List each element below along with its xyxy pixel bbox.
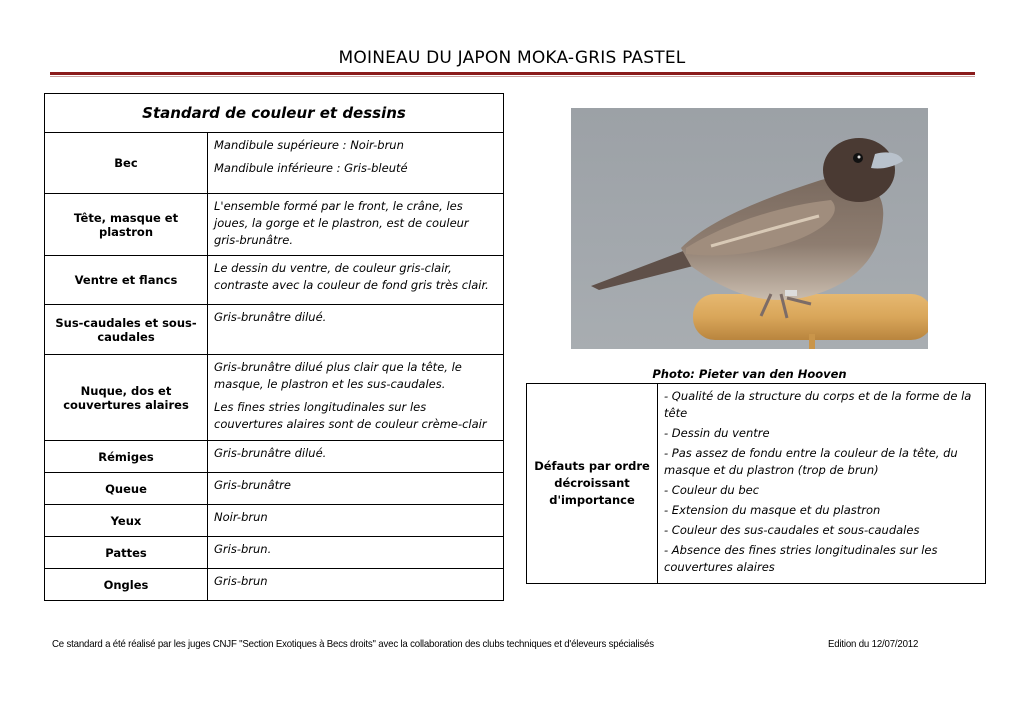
table-row [45, 133, 504, 194]
list-item: - Couleur des sus-caudales et sous-caudales [664, 523, 920, 537]
row-value [208, 473, 504, 505]
value-line: Gris-brun. [214, 542, 272, 556]
row-label: Sus-caudales et sous-caudales [45, 305, 208, 355]
tail [591, 248, 701, 290]
value-line: Gris-brunâtre dilué plus clair que la tête, le masque, le plastron et les sus-caudales. [214, 360, 462, 391]
list-item: - Couleur du bec [664, 483, 760, 497]
table-row [45, 194, 504, 256]
row-label: Rémiges [45, 441, 208, 473]
bird-illustration [571, 108, 928, 349]
list-item: - Dessin du ventre [664, 426, 770, 440]
defects-table [526, 383, 986, 584]
table-row [45, 305, 504, 355]
bird-head [823, 138, 895, 202]
table-row [45, 505, 504, 537]
value-line: Gris-brunâtre [214, 478, 291, 492]
footer-note: Ce standard a été réalisé par les juges CNJF "Section Exotiques à Becs droits" avec la collaboration des clubs techniques et d'éleveurs spécialisés [52, 638, 654, 650]
value-line: L'ensemble formé par le front, le crâne, les joues, la gorge et le plastron, est de couleur gris-brunâtre. [214, 199, 469, 247]
value-line: Les fines stries longitudinales sur les couvertures alaires sont de couleur crème-clair [214, 400, 487, 431]
row-label: Nuque, dos et couvertures alaires [45, 355, 208, 441]
defects-list [658, 384, 986, 584]
row-value [208, 133, 504, 194]
row-label: Queue [45, 473, 208, 505]
value-line: Le dessin du ventre, de couleur gris-clair, contraste avec la couleur de fond gris très clair. [214, 261, 489, 292]
value-line: Mandibule supérieure : Noir-brun [214, 138, 404, 152]
row-label: Bec [45, 133, 208, 194]
row-label: Ventre et flancs [45, 256, 208, 305]
bird-photo [571, 108, 928, 349]
title-rule-thin [50, 76, 975, 77]
perch [693, 294, 928, 340]
beak [871, 152, 903, 168]
row-value [208, 505, 504, 537]
row-label: Pattes [45, 537, 208, 569]
row-value [208, 305, 504, 355]
row-value [208, 537, 504, 569]
standard-table [44, 93, 504, 601]
value-line: Mandibule inférieure : Gris-bleuté [214, 161, 408, 175]
row-label: Ongles [45, 569, 208, 601]
title-rule [50, 72, 975, 75]
table-row [45, 537, 504, 569]
row-label: Yeux [45, 505, 208, 537]
table-row [45, 256, 504, 305]
row-value [208, 441, 504, 473]
table-row [45, 473, 504, 505]
value-line: Noir-brun [214, 510, 268, 524]
value-line: Gris-brun [214, 574, 268, 588]
row-value [208, 569, 504, 601]
table-row [45, 569, 504, 601]
row-label: Tête, masque et plastron [45, 194, 208, 256]
standard-heading: Standard de couleur et dessins [45, 94, 504, 133]
list-item: - Pas assez de fondu entre la couleur de la tête, du masque et du plastron (trop de brun) [664, 446, 958, 477]
table-row [45, 355, 504, 441]
value-line: Gris-brunâtre dilué. [214, 310, 327, 324]
defects-label: Défauts par ordre décroissant d'importance [527, 384, 658, 584]
list-item: - Qualité de la structure du corps et de la forme de la tête [664, 389, 972, 420]
photo-credit: Photo: Pieter van den Hooven [652, 367, 847, 381]
row-value [208, 355, 504, 441]
list-item: - Absence des fines stries longitudinales sur les couvertures alaires [664, 543, 938, 574]
row-value [208, 256, 504, 305]
row-value [208, 194, 504, 256]
page-title: MOINEAU DU JAPON MOKA-GRIS PASTEL [338, 48, 686, 68]
table-row [45, 441, 504, 473]
footer-edition: Edition du 12/07/2012 [828, 638, 919, 650]
value-line: Gris-brunâtre dilué. [214, 446, 327, 460]
list-item: - Extension du masque et du plastron [664, 503, 881, 517]
